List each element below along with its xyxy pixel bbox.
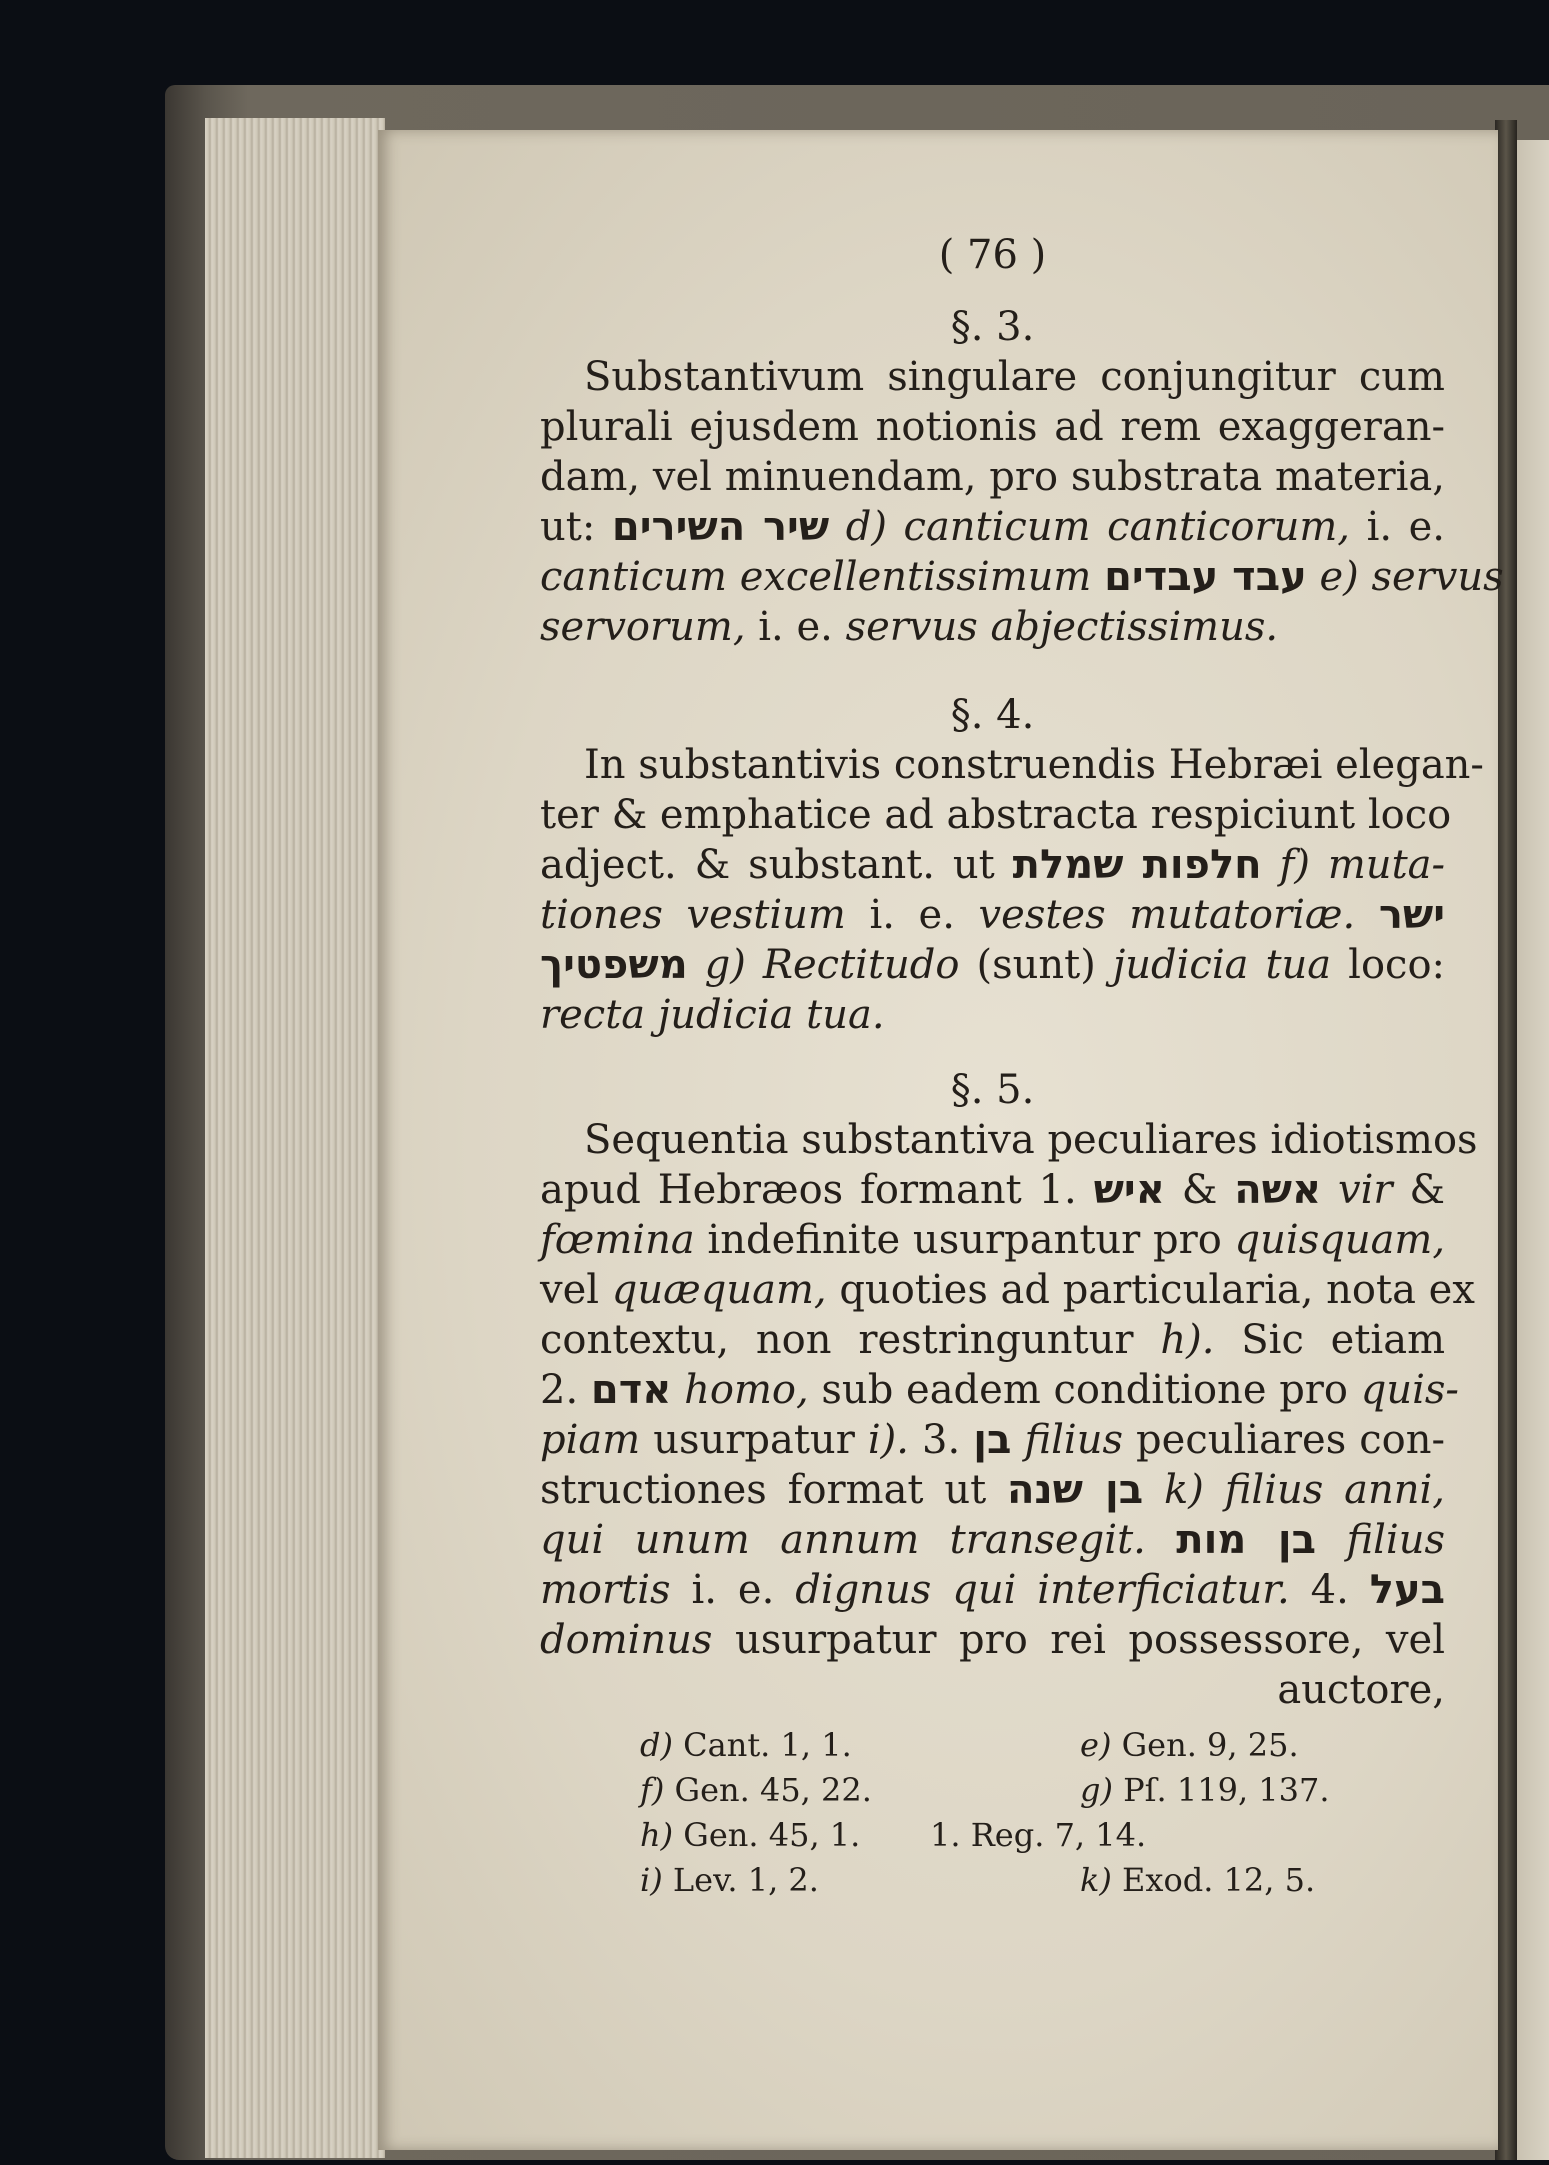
text-line: piam usurpatur i). 3. בן filius peculiares con- [540, 1417, 1446, 1463]
text-line: vel quæquam, quoties ad particularia, nota ex [540, 1267, 1475, 1313]
text-line: dominus usurpatur pro rei possessore, vel [540, 1617, 1445, 1663]
section-heading-4: §. 4. [950, 692, 1035, 738]
text-line: In substantivis construendis Hebræi elegan- [584, 742, 1484, 788]
hebrew-text: עבד עבדים [1104, 554, 1307, 600]
catchword: auctore, [1277, 1667, 1445, 1713]
text-line: ut: שיר השירים d) canticum canticorum, i. e. [540, 504, 1446, 550]
page-number: ( 76 ) [938, 232, 1047, 278]
footnote: f) Gen. 45, 22. [640, 1771, 872, 1809]
book-gutter [1495, 120, 1517, 2160]
text-line: משפטיך g) Rectitudo (sunt) judicia tua loco: [540, 942, 1446, 988]
hebrew-text: ישר [1378, 892, 1446, 938]
text-line: structiones format ut בן שנה k) filius anni, [540, 1467, 1446, 1513]
footnote: k) Exod. 12, 5. [1080, 1861, 1316, 1899]
text-line: tiones vestium i. e. vestes mutatoriæ. ישר [540, 892, 1446, 938]
text-line: 2. אדם homo, sub eadem conditione pro quis- [540, 1367, 1459, 1413]
hebrew-text: חלפות שמלת [1012, 842, 1262, 888]
section-heading-5: §. 5. [950, 1067, 1035, 1113]
text-line: ter & emphatice ad abstracta respiciunt loco [540, 792, 1452, 838]
hebrew-text: בן [973, 1417, 1012, 1463]
page-edges [205, 118, 385, 2158]
text-line: dam, vel minuendam, pro substrata materia, [540, 454, 1445, 500]
section-heading-3: §. 3. [950, 304, 1035, 350]
footnote: i) Lev. 1, 2. [640, 1861, 819, 1899]
hebrew-text: בעל [1369, 1567, 1446, 1613]
text-line: fœmina indefinite usurpantur pro quisquam, [540, 1217, 1446, 1263]
facing-page-edge [1517, 140, 1549, 2160]
hebrew-text: שיר השירים [611, 504, 830, 550]
footnote: d) Cant. 1, 1. [640, 1726, 852, 1764]
hebrew-text: בן מות [1176, 1517, 1317, 1563]
text-line: Substantivum singulare conjungitur cum [584, 354, 1445, 400]
text-line: contextu, non restringuntur h). Sic etiam [540, 1317, 1446, 1363]
text-line: plurali ejusdem notionis ad rem exaggeran- [540, 404, 1445, 450]
text-line: mortis i. e. dignus qui interficiatur. 4. בעל [540, 1567, 1446, 1613]
text-line: qui unum annum transegit. בן מות filius [540, 1517, 1446, 1563]
hebrew-text: אשה [1234, 1167, 1322, 1213]
footnote: h) Gen. 45, 1. [640, 1816, 861, 1854]
footnote: e) Gen. 9, 25. [1080, 1726, 1299, 1764]
text-line: Sequentia substantiva peculiares idiotismos [584, 1117, 1478, 1163]
hebrew-text: בן שנה [1007, 1467, 1144, 1513]
text-line: canticum excellentissimum עבד עבדים e) servus [540, 554, 1504, 600]
hebrew-text: משפטיך [540, 942, 688, 988]
text-line: adject. & substant. ut חלפות שמלת f) muta- [540, 842, 1446, 888]
footnote: g) Pſ. 119, 137. [1080, 1771, 1330, 1809]
text-line: apud Hebræos formant 1. איש & אשה vir & [540, 1167, 1445, 1213]
footnote: 1. Reg. 7, 14. [930, 1816, 1147, 1854]
text-line: recta judicia tua. [540, 992, 885, 1038]
text-line: servorum, i. e. servus abjectissimus. [540, 604, 1279, 650]
hebrew-text: אדם [590, 1367, 672, 1413]
hebrew-text: איש [1093, 1167, 1165, 1213]
